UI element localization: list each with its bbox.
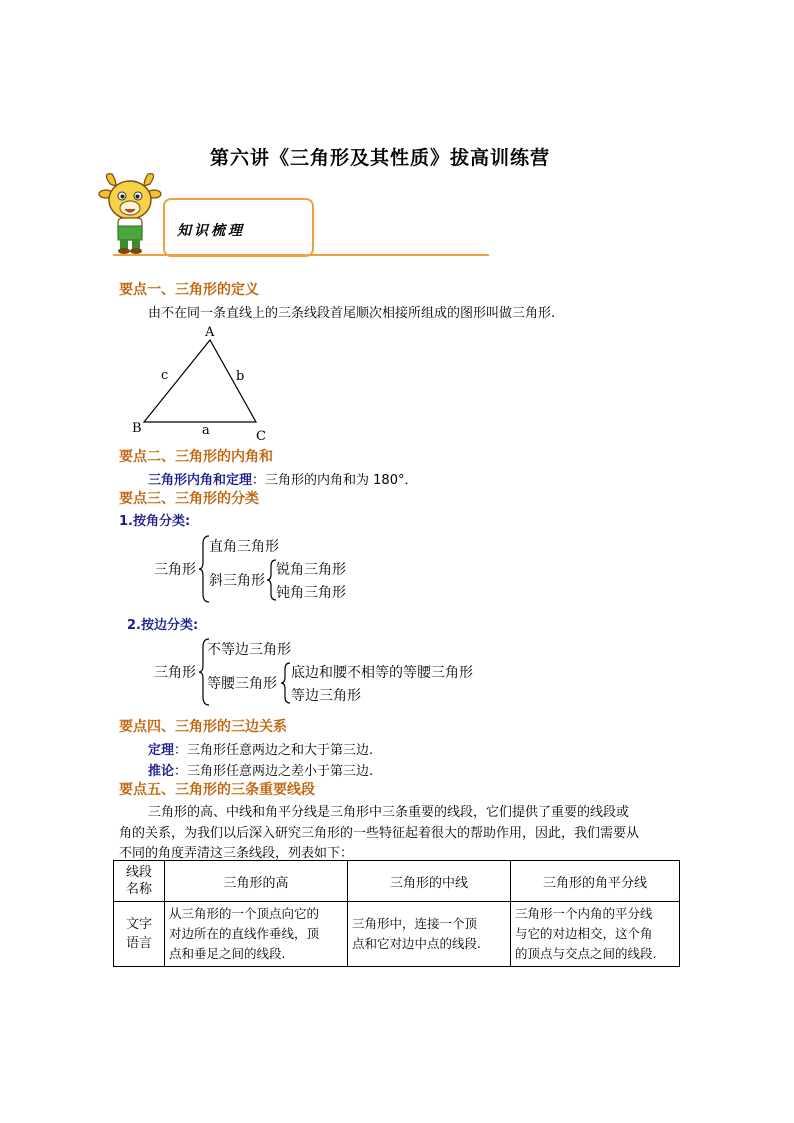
theorem-line xyxy=(148,739,373,758)
vertex-c-label: C xyxy=(256,429,266,444)
side-a-label: a xyxy=(202,423,210,438)
by-angle-label: 1.按角分类: xyxy=(119,514,191,529)
vertex-a-label: A xyxy=(205,325,215,340)
acute-triangle-item: 锐角三角形 xyxy=(276,562,346,578)
theorem-term: 定理 xyxy=(148,743,175,758)
equilateral-triangle-item: 等边三角形 xyxy=(291,688,361,704)
isosceles-triangle-item: 等腰三角形 xyxy=(207,676,277,692)
median-definition-cell xyxy=(348,902,511,967)
section-heading-5: 要点五、三角形的三条重要线段 xyxy=(119,782,315,798)
by-side-root: 三角形 xyxy=(154,665,196,681)
side-c-label: c xyxy=(161,368,169,383)
section-heading-4: 要点四、三角形的三边关系 xyxy=(119,719,287,735)
by-angle-root: 三角形 xyxy=(154,562,196,578)
mascot-cow-icon xyxy=(98,170,162,254)
isosceles-non-equilateral-item: 底边和腰不相等的等腰三角形 xyxy=(291,665,473,681)
bisector-definition-cell xyxy=(511,902,680,967)
row-label-line-1: 文字 xyxy=(125,917,152,932)
median-line-1: 三角形中，连接一个顶 xyxy=(352,916,478,931)
altitude-line-2: 对边所在的直线作垂线，顶 xyxy=(169,926,320,941)
paragraph-line-3: 不同的角度弄清这三条线段，列表如下： xyxy=(119,846,354,861)
bisector-line-3: 的顶点与交点之间的线段. xyxy=(515,946,657,961)
angle-sum-line xyxy=(148,469,417,488)
by-side-label: 2.按边分类: xyxy=(127,618,199,633)
altitude-line-1: 从三角形的一个顶点向它的 xyxy=(169,906,320,921)
header-median: 三角形的中线 xyxy=(348,861,511,902)
obtuse-triangle-item: 钝角三角形 xyxy=(276,585,346,601)
banner-label: 知识梳理 xyxy=(177,223,245,239)
section-heading-1: 要点一、三角形的定义 xyxy=(119,282,259,298)
paragraph-line-1: 三角形的高、中线和角平分线是三角形中三条重要的线段，它们提供了重要的线段或 xyxy=(148,805,630,820)
bisector-line-1: 三角形一个内角的平分线 xyxy=(515,906,653,921)
altitude-definition-cell xyxy=(165,902,348,967)
scalene-triangle-item: 不等边三角形 xyxy=(207,642,291,658)
header-angle-bisector: 三角形的角平分线 xyxy=(511,861,680,902)
header-altitude: 三角形的高 xyxy=(165,861,348,902)
table-corner-cell xyxy=(114,861,165,902)
table-header-row xyxy=(114,861,680,902)
corner-line-1: 线段 xyxy=(125,865,152,880)
right-triangle-item: 直角三角形 xyxy=(209,539,279,555)
bisector-line-2: 与它的对边相交，这个角 xyxy=(515,926,653,941)
side-b-label: b xyxy=(236,369,245,384)
corner-line-2: 名称 xyxy=(125,882,152,897)
row-label-line-2: 语言 xyxy=(125,936,152,951)
segments-table xyxy=(113,860,680,967)
triangle-figure xyxy=(119,322,279,446)
section-heading-3: 要点三、三角形的分类 xyxy=(119,491,259,507)
corollary-text: ：三角形任意两边之差小于第三边. xyxy=(174,764,374,779)
paragraph-line-2: 角的关系，为我们以后深入研究三角形的一些特征起着很大的帮助作用，因此，我们需要从 xyxy=(119,826,640,841)
row-label-cell xyxy=(114,902,165,967)
theorem-text: ：三角形任意两边之和大于第三边. xyxy=(174,743,374,758)
oblique-triangle-item: 斜三角形 xyxy=(209,573,265,589)
corollary-term: 推论 xyxy=(148,764,175,779)
banner-divider xyxy=(113,254,489,256)
section-banner xyxy=(163,198,314,257)
angle-sum-term: 三角形内角和定理 xyxy=(148,473,253,488)
median-line-2: 点和它对边中点的线段. xyxy=(352,936,481,951)
table-row xyxy=(114,902,680,967)
angle-sum-text: ：三角形的内角和为 180°． xyxy=(252,473,418,488)
page-title: 第六讲《三角形及其性质》拔高训练营 xyxy=(209,147,550,169)
altitude-line-3: 点和垂足之间的线段. xyxy=(169,946,286,961)
corollary-line xyxy=(148,760,373,779)
definition-text: 由不在同一条直线上的三条线段首尾顺次相接所组成的图形叫做三角形. xyxy=(148,306,556,321)
section-heading-2: 要点二、三角形的内角和 xyxy=(119,449,273,465)
vertex-b-label: B xyxy=(132,421,142,436)
